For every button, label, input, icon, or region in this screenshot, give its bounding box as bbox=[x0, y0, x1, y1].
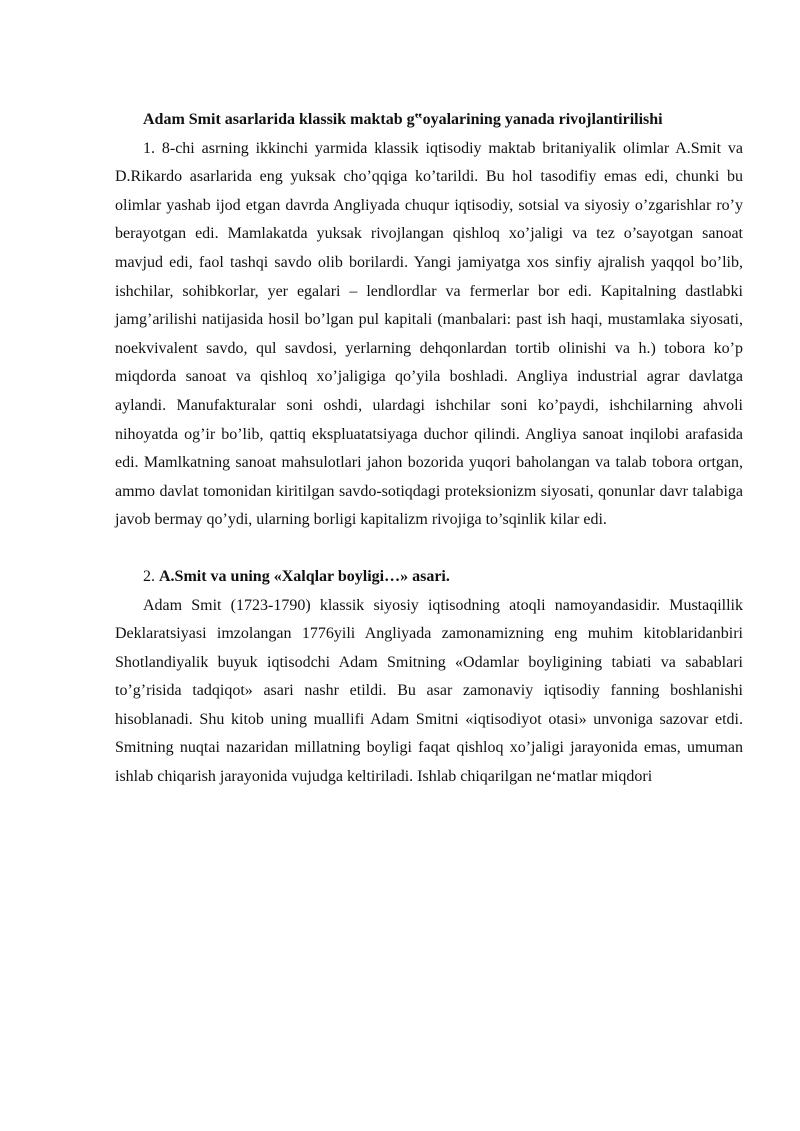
paragraph-2: Adam Smit (1723-1790) klassik siyosiy iqtisodning atoqli namoyandasidir. Mustaqillik Deklaratsiyasi imzolangan 1776yili Angliyada zamonamizning eng muhim kitoblaridanbiri Shotlandiyalik buyuk iqtisodchi Adam Smitning «Odamlar boyligining tabiati va sabablari to’g’risida tadqiqot» asari nashr etildi. Bu asar zamonaviy iqtisodiy fanning boshlanishi hisoblanadi. Shu kitob uning muallifi Adam Smitni «iqtisodiyot otasi» unvoniga sazovar etdi. Smitning nuqtai nazaridan millatning boyligi faqat qishloq xo’jaligi jarayonida emas, umuman ishlab chiqarish jarayonida vujudga keltiriladi. Ishlab chiqarilgan ne‘matlar miqdori bbox=[115, 596, 743, 786]
document-title: Adam Smit asarlarida klassik maktab g‟oyalarining yanada rivojlantirilishi bbox=[143, 111, 663, 128]
paragraph-gap bbox=[115, 535, 743, 563]
section-2-title: A.Smit va uning «Xalqlar boyligi…» asari. bbox=[159, 567, 450, 585]
paragraph-1: 1. 8-chi asrning ikkinchi yarmida klassik iqtisodiy maktab britaniyalik olimlar A.Smit va D.Rikardo asarlarida eng yuksak cho’qqiga ko’tarildi. Bu hol tasodifiy emas edi, chunki bu olimlar yashab ijod etgan davrda Angliyada chuqur iqtisodiy, sotsial va siyosiy o’zgarishlar ro’y berayotgan edi. Mamlakatda yuksak rivojlangan qishloq xo’jaligi va tez o’sayotgan sanoat mavjud edi, faol tashqi savdo olib borilardi. Yangi jamiyatga xos sinfiy ajralish yaqqol bo’lib, ishchilar, sohibkorlar, yer egalari – lendlordlar va fermerlar bor edi. Kapitalning dastlabki jamg’arilishi natijasida hosil bo’lgan pul kapitali (manbalari: past ish haqi, mustamlaka siyosati, noekvivalent savdo, qul savdosi, yerlarning dehqonlardan tortib olinishi va h.) tobora ko’p miqdorda sanoat va qishloq xo’jaligiga qo’yila boshladi. Angliya industrial agrar davlatga aylandi. Manufakturalar soni oshdi, ulardagi ishchilar soni ko’paydi, ishchilarning ahvoli nihoyatda og’ir bo’lib, qattiq ekspluatatsiyaga duchor qilindi. Angliya sanoat inqilobi arafasida edi. Mamlkatning sanoat mahsulotlari jahon bozorida yuqori baholangan va talab tobora ortgan, ammo davlat tomonidan kiritilgan savdo-sotiqdagi proteksionizm siyosati, qonunlar davr talabiga javob bermay qo’ydi, ularning borligi kapitalizm rivojiga to’sqinlik kilar edi. bbox=[115, 139, 743, 529]
document-page bbox=[115, 106, 743, 792]
section-2-number: 2. bbox=[143, 567, 155, 585]
section-2-heading bbox=[115, 563, 743, 592]
